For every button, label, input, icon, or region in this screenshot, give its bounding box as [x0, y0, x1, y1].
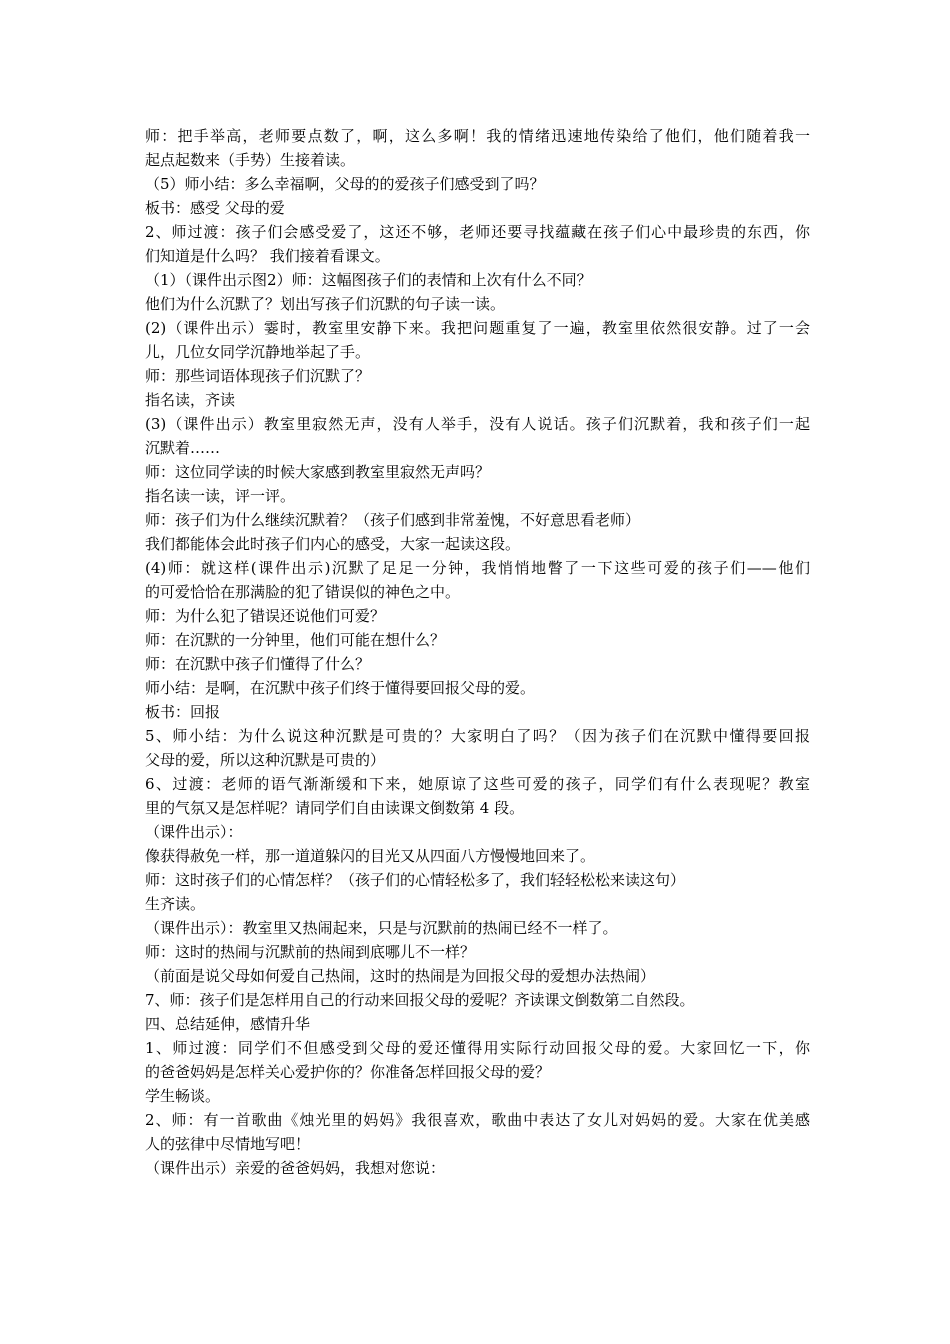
text-line: 儿，几位女同学沉静地举起了手。 [145, 343, 371, 361]
text-line: 5、师小结：为什么说这种沉默是可贵的？大家明白了吗？（因为孩子们在沉默中懂得要回报 [145, 727, 810, 745]
text-line: （课件出示）：教室里又热闹起来，只是与沉默前的热闹已经不一样了。 [145, 919, 618, 937]
text-line: 师：那些词语体现孩子们沉默了？ [145, 367, 371, 385]
text-line: 起点起数来（手势）生接着读。 [145, 151, 356, 169]
text-line: 四、总结延伸，感情升华 [145, 1015, 311, 1033]
text-line: 师：孩子们为什么继续沉默着？（孩子们感到非常羞愧，不好意思看老师） [145, 511, 641, 529]
text-line: 沉默着…… [145, 439, 221, 457]
text-line: 7、师：孩子们是怎样用自己的行动来回报父母的爱呢？齐读课文倒数第二自然段。 [145, 991, 695, 1009]
document-page [145, 124, 810, 1180]
text-line: 的可爱恰恰在那满脸的犯了错误似的神色之中。 [145, 583, 461, 601]
text-line: 里的气氛又是怎样呢？请同学们自由读课文倒数第 4 段。 [145, 799, 525, 817]
text-line: 生齐读。 [145, 895, 206, 913]
text-line: 师：在沉默中孩子们懂得了什么？ [145, 655, 371, 673]
text-line: （1）（课件出示图2）师：这幅图孩子们的表情和上次有什么不同？ [145, 271, 592, 289]
text-line: （前面是说父母如何爱自己热闹，这时的热闹是为回报父母的爱想办法热闹） [145, 967, 656, 985]
text-line: 们知道是什么吗？ 我们接着看课文。 [145, 247, 390, 265]
text-line: 他们为什么沉默了？划出写孩子们沉默的句子读一读。 [145, 295, 506, 313]
text-line: 师：为什么犯了错误还说他们可爱？ [145, 607, 386, 625]
text-line: 2、师过渡：孩子们会感受爱了，这还不够，老师还要寻找蕴藏在孩子们心中最珍贵的东西，你 [145, 223, 810, 241]
text-line: 人的弦律中尽情地写吧！ [145, 1135, 311, 1153]
text-line: 学生畅谈。 [145, 1087, 221, 1105]
text-line: 1、师过渡：同学们不但感受到父母的爱还懂得用实际行动回报父母的爱。大家回忆一下，你 [145, 1039, 810, 1057]
text-line: （课件出示）： [145, 823, 243, 841]
text-line: 师：这时孩子们的心情怎样？（孩子们的心情轻松多了，我们轻轻松松来读这句） [145, 871, 686, 889]
text-line: 2、师：有一首歌曲《烛光里的妈妈》我很喜欢，歌曲中表达了女儿对妈妈的爱。大家在优美感 [145, 1111, 810, 1129]
text-line: 师：这位同学读的时候大家感到教室里寂然无声吗？ [145, 463, 491, 481]
text-line: 父母的爱，所以这种沉默是可贵的） [145, 751, 386, 769]
text-line: 师：在沉默的一分钟里，他们可能在想什么？ [145, 631, 446, 649]
text-line: 师：把手举高，老师要点数了，啊，这么多啊！我的情绪迅速地传染给了他们，他们随着我一 [145, 127, 810, 145]
text-line: 我们都能体会此时孩子们内心的感受，大家一起读这段。 [145, 535, 521, 553]
text-line: 的爸爸妈妈是怎样关心爱护你的？你准备怎样回报父母的爱？ [145, 1063, 551, 1081]
text-line: (2)（课件出示）霎时，教室里安静下来。我把问题重复了一遍，教室里依然很安静。过了一会 [145, 319, 810, 337]
text-line: 师小结：是啊，在沉默中孩子们终于懂得要回报父母的爱。 [145, 679, 536, 697]
text-line: 师：这时的热闹与沉默前的热闹到底哪儿不一样？ [145, 943, 476, 961]
text-line: 像获得赦免一样，那一道道躲闪的目光又从四面八方慢慢地回来了。 [145, 847, 596, 865]
text-line: (4)师：就这样(课件出示)沉默了足足一分钟，我悄悄地瞥了一下这些可爱的孩子们——他们 [145, 559, 810, 577]
text-line: （课件出示）亲爱的爸爸妈妈，我想对您说： [145, 1159, 446, 1177]
text-line: 板书：回报 [145, 703, 221, 721]
text-line: 板书：感受 父母的爱 [145, 199, 285, 217]
text-line: 6、过渡：老师的语气渐渐缓和下来，她原谅了这些可爱的孩子，同学们有什么表现呢？教室 [145, 775, 810, 793]
text-line: (3)（课件出示）教室里寂然无声，没有人举手，没有人说话。孩子们沉默着，我和孩子们一起 [145, 415, 810, 433]
text-line: 指名读一读，评一评。 [145, 487, 296, 505]
text-line: （5）师小结：多么幸福啊，父母的的爱孩子们感受到了吗？ [145, 175, 545, 193]
text-line: 指名读，齐读 [145, 391, 236, 409]
